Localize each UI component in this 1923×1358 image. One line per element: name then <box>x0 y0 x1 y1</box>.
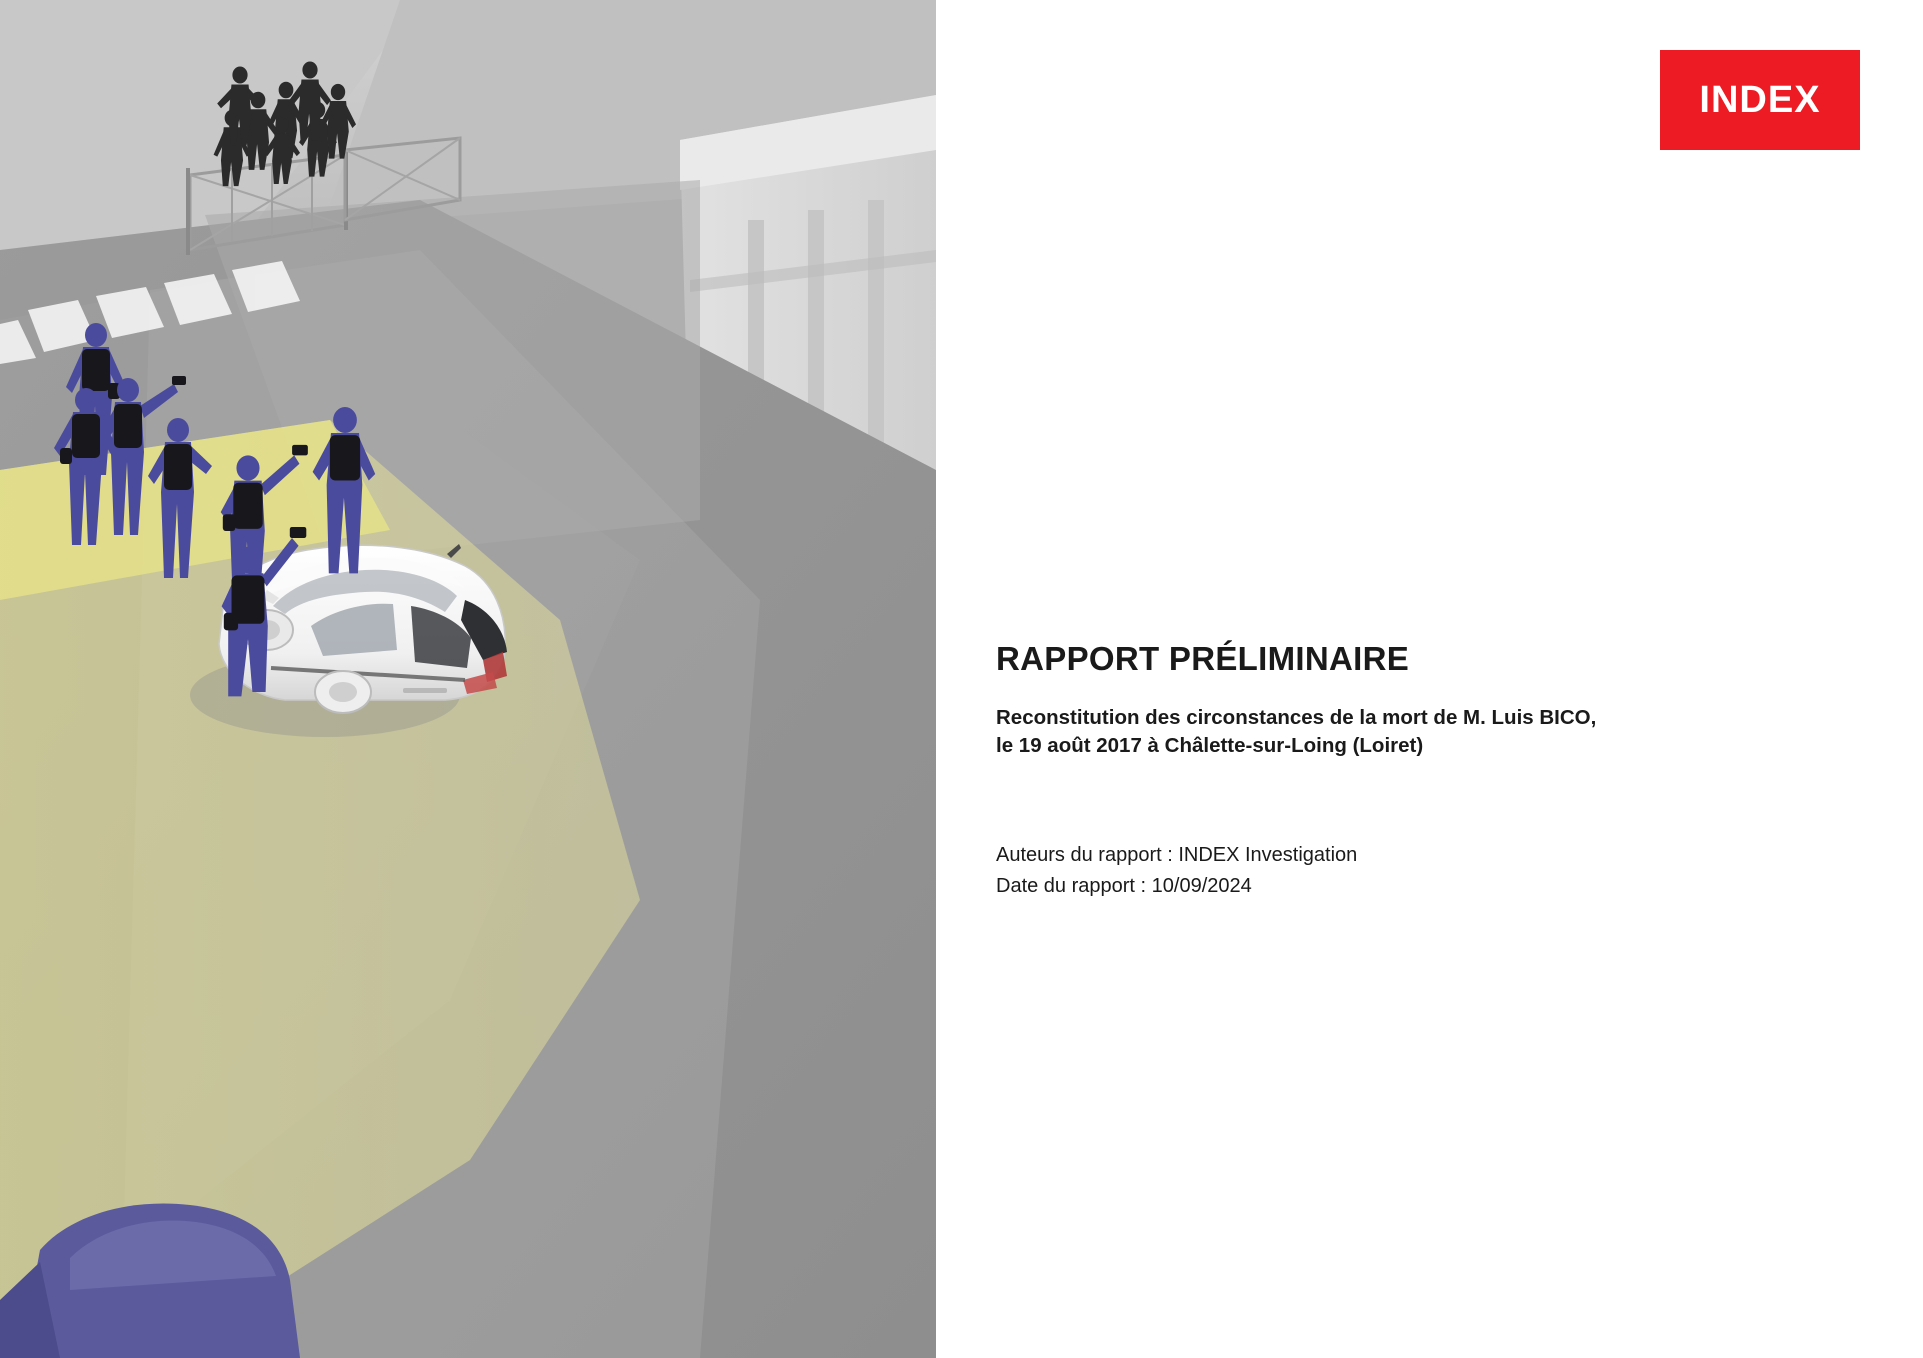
reconstruction-illustration <box>0 0 936 1358</box>
report-subtitle <box>996 704 1766 759</box>
report-date: Date du rapport : 10/09/2024 <box>996 875 1252 897</box>
page-title: RAPPORT PRÉLIMINAIRE <box>996 640 1410 677</box>
scene-graphic <box>0 0 936 1358</box>
title-block <box>996 640 1766 759</box>
index-logo <box>1660 50 1860 150</box>
report-metadata <box>996 840 1766 902</box>
cover-text-panel <box>936 0 1923 1358</box>
report-subtitle-line-2: le 19 août 2017 à Châlette-sur-Loing (Loiret) <box>996 733 1424 757</box>
report-subtitle-line-1: Reconstitution des circonstances de la mort de M. Luis BICO, <box>996 706 1597 729</box>
report-authors: Auteurs du rapport : INDEX Investigation <box>996 844 1358 866</box>
index-logo-label: INDEX <box>1699 78 1821 121</box>
